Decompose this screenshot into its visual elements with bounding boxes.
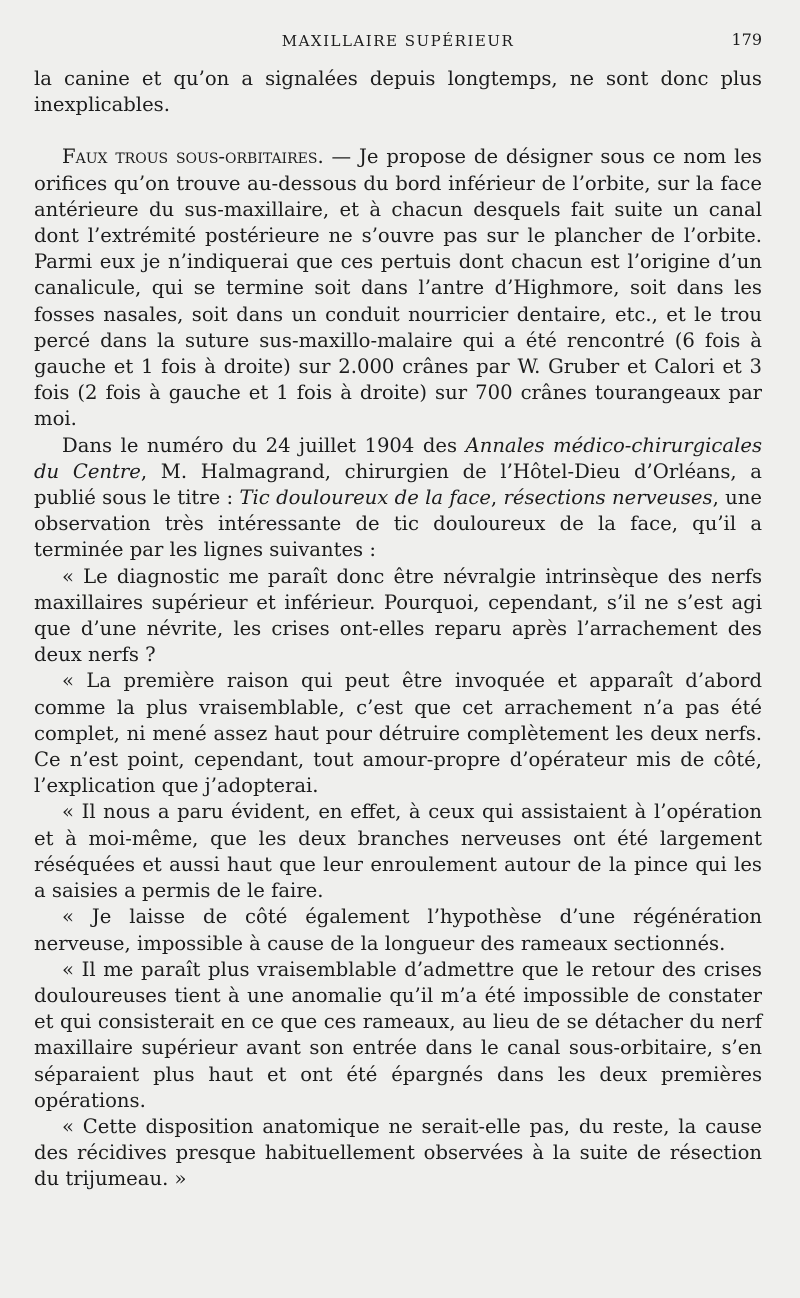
quote-paragraph: « Le diagnostic me paraît donc être névralgie intrinsèque des nerfs maxillaires supérieur et inférieur. Pourquoi, cependant, s’il ne s’est agi que d’une névrite, les crises ont-elles reparu après l’arrachement des deux nerfs ? bbox=[34, 564, 762, 667]
paragraph-text: Dans le numéro du 24 juillet 1904 des bbox=[62, 433, 466, 457]
paragraph-text: , M. Halmagrand, chirurgien de l’Hôtel-Dieu d’Orléans, a publié sous le titre : bbox=[34, 459, 762, 510]
paragraph-text: la canine et qu’on a signalées depuis longtemps, ne sont donc plus inexplicables. bbox=[34, 67, 762, 117]
paragraph-text: , bbox=[490, 486, 504, 510]
page-header bbox=[34, 30, 762, 54]
quote-paragraph: « Il me paraît plus vraisemblable d’admettre que le retour des crises douloureuses tient à une anomalie qu’il m’a été impossible de constater et qui consisterait en ce que ces rameaux, au lieu de se détacher du nerf maxillaire supérieur avant son entrée dans le canal sous-orbitaire, s’en séparaient plus haut et ont été épargnés dans les deux premières opérations. bbox=[34, 957, 762, 1112]
paragraph-faux-trous bbox=[34, 144, 762, 432]
paragraph-continuation bbox=[34, 66, 762, 118]
quote-paragraph: « Il nous a paru évident, en effet, à ceux qui assistaient à l’opération et à moi-même, que les deux branches nerveuses ont été largement réséquées et aussi haut que leur enroulement autour de la pince qui les a saisies a permis de le faire. bbox=[34, 800, 762, 903]
paragraph-text: — Je propose de désigner sous ce nom les orifices qu’on trouve au-dessous du bord inférieur de l’orbite, sur la face antérieure du sus-maxillaire, et à chacun desquels fait suite un canal dont l’extrémité postérieure ne s’ouvre pas sur le plancher de l’orbite. Parmi eux je n’indiquerai que ces pertuis dont chacun est l’origine d’un canalicule, qui se termine soit dans l’antre d’Highmore, soit dans les fosses nasales, soit dans un conduit nourricier dentaire, etc., et le trou percé dans la suture sus-maxillo-malaire qui a été rencontré (6 fois à gauche et 1 fois à droite) sur 2.000 crânes par W. Gruber et Calori et 3 fois (2 fois à gauche et 1 fois à droite) sur 700 crânes tourangeaux par moi. bbox=[34, 145, 762, 431]
page-number: 179 bbox=[731, 30, 762, 49]
quote-paragraph: « Cette disposition anatomique ne serait-elle pas, du reste, la cause des récidives presque habituellement observées à la suite de résection du trijumeau. » bbox=[34, 1114, 762, 1191]
journal-title: Annales médico-chirurgicales du Centre bbox=[34, 433, 762, 483]
article-subtitle: résections nerveuses bbox=[503, 486, 713, 510]
running-title: MAXILLAIRE SUPÉRIEUR bbox=[281, 32, 515, 50]
body-text bbox=[34, 66, 762, 1193]
paragraph-text: , une observation très intéressante de tic douloureux de la face, qu’il a terminée par les lignes suivantes : bbox=[34, 486, 762, 562]
paragraph-halmagrand bbox=[34, 433, 762, 564]
quote-paragraph: « La première raison qui peut être invoquée et apparaît d’abord comme la plus vraisemblable, c’est que cet arrachement n’a pas été complet, ni mené assez haut pour détruire complètement les deux nerfs. Ce n’est point, cependant, tout amour-propre d’opérateur mis de côté, l’explication que j’adopterai. bbox=[34, 669, 762, 798]
section-heading: Faux trous sous-orbitaires. bbox=[62, 145, 324, 169]
article-title: Tic douloureux de la face bbox=[239, 486, 491, 510]
quote-paragraph: « Je laisse de côté également l’hypothèse d’une régénération nerveuse, impossible à cause de la longueur des rameaux sectionnés. bbox=[34, 905, 762, 955]
